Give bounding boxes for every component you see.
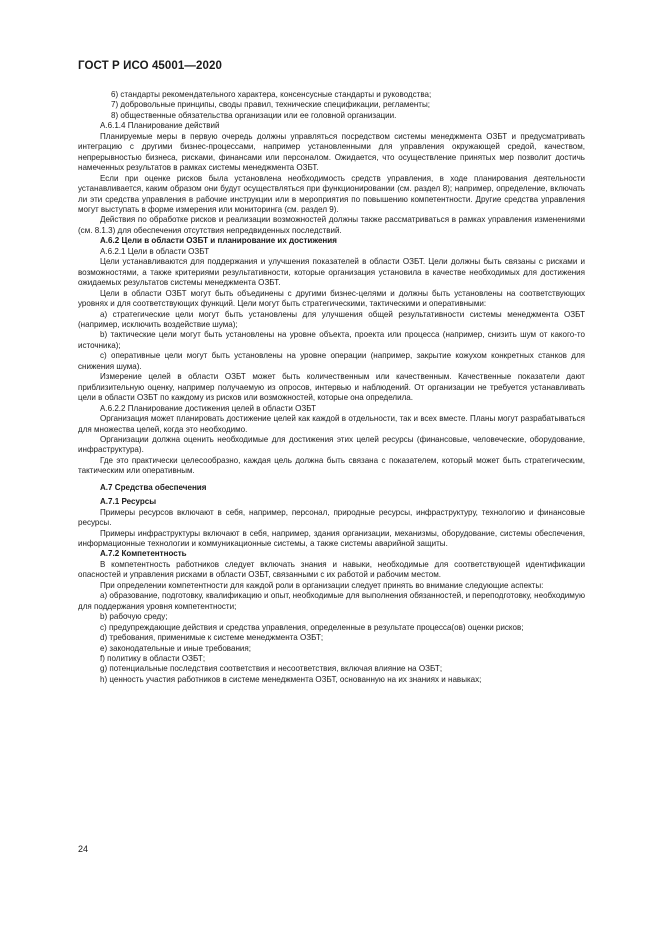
- paragraph: Организации должна оценить необходимые для достижения этих целей ресурсы (финансовые, человеческие, оборудование, инфраструктура).: [78, 434, 585, 455]
- subsection-heading: А.6.1.4 Планирование действий: [100, 121, 220, 131]
- list-item: c) оперативные цели могут быть установлены на уровне операции (например, закрытие кожухом конкретных станков для снижения шума).: [78, 351, 585, 371]
- section-heading: А.7 Средства обеспечения: [100, 482, 207, 492]
- paragraph: Планируемые меры в первую очередь должны управляться посредством системы менеджмента ОЗБТ и предусматривать интеграцию с другими бизнес-процессами, например установленными для управления окружающей средой, качеством, непрерывностью бизнеса, рисками, финансами или персоналом. Ожидается, что осуществление принятых мер позволит достичь намеченных результатов в рамках системы менеджмента ОЗБТ.: [78, 131, 585, 173]
- paragraph: Действия по обработке рисков и реализации возможностей должны также рассматриваться в рамках управления изменениями (см. 8.1.3) для обеспечения отсутствия непредвиденных последствий.: [78, 215, 585, 235]
- section-heading: А.7.1 Ресурсы: [100, 497, 157, 507]
- paragraph: Измерение целей в области ОЗБТ может быть количественным или качественным. Качественные показатели дают приблизительную оценку, например получаемую из опросов, интервью и наблюдений. От организации не требуется устанавливать цели в области ОЗБТ по каждому из рисков или возможностей, которые она определила.: [78, 372, 585, 403]
- list-item: а) образование, подготовку, квалификацию и опыт, необходимые для выполнения обязанностей, и переподготовку, необходимую для поддержания уровня компетентности;: [78, 591, 585, 611]
- list-item: h) ценность участия работников в системе менеджмента ОЗБТ, основанную на их знаниях и навыках;: [100, 674, 482, 684]
- list-item: d) требования, применимые к системе менеджмента ОЗБТ;: [100, 633, 324, 643]
- section-heading: А.7.2 Компетентность: [100, 549, 187, 559]
- paragraph: Организация может планировать достижение целей как каждой в отдельности, так и всех вместе. Планы могут разрабатываться для множества целей, когда это необходимо.: [78, 414, 585, 434]
- list-item: 8) общественные обязательства организации или ее головной организации.: [111, 110, 397, 120]
- list-item: b) рабочую среду;: [100, 612, 168, 622]
- page-body: [78, 90, 585, 685]
- subsection-heading: А.6.2.1 Цели в области ОЗБТ: [100, 246, 210, 256]
- paragraph: Если при оценке рисков была установлена необходимость средств управления, в ходе планирования деятельности устанавливается, каким образом они будут осуществляться при функционировании (см. раздел 8); например, определение, включать ли эти средства управления в рабочие инструкции или в мероприятия по повышению компетентности. Другие средства управления могут выступать в форме измерения или мониторинга (см. раздел 9).: [78, 173, 585, 214]
- list-item: g) потенциальные последствия соответствия и несоответствия, включая влияние на ОЗБТ;: [100, 664, 443, 674]
- subsection-heading: А.6.2.2 Планирование достижения целей в области ОЗБТ: [100, 403, 317, 413]
- list-item: а) стратегические цели могут быть установлены для улучшения общей результативности системы менеджмента ОЗБТ (например, исключить воздействие шума);: [78, 309, 585, 329]
- paragraph: Цели в области ОЗБТ могут быть объединены с другими бизнес-целями и должны быть установлены на соответствующих уровнях и для соответствующих функций. Цели могут быть стратегическими, тактическими и оперативными:: [78, 288, 585, 309]
- paragraph: В компетентность работников следует включать знания и навыки, необходимые для соответствующей идентификации опасностей и управления рисками в области ОЗБТ, связанными с их работой и рабочим местом.: [78, 559, 585, 580]
- list-item: e) законодательные и иные требования;: [100, 643, 251, 653]
- list-item: f) политику в области ОЗБТ;: [100, 654, 206, 664]
- list-item: b) тактические цели могут быть установлены на уровне объекта, проекта или процесса (например, снизить шум от какого-то источника);: [78, 330, 585, 350]
- paragraph: Где это практически целесообразно, каждая цель должна быть связана с показателем, который может быть стратегическим, тактическим или оперативным.: [78, 455, 585, 476]
- page-number: 24: [78, 844, 89, 854]
- paragraph: Примеры инфраструктуры включают в себя, например, здания организации, механизмы, оборудование, системы обеспечения, информационные технологии и коммуникационные системы, а также системы аварийной защиты.: [78, 528, 585, 549]
- list-item: c) предупреждающие действия и средства управления, определенные в результате процесса(ов) оценки рисков;: [100, 622, 524, 632]
- document-header: ГОСТ Р ИСО 45001—2020: [78, 60, 223, 72]
- list-item: 6) стандарты рекомендательного характера, консенсусные стандарты и руководства;: [111, 90, 432, 99]
- paragraph: Цели устанавливаются для поддержания и улучшения показателей в области ОЗБТ. Цели должны быть связаны с рисками и возможностями, а также критериями результативности, которые организация установила в качестве необходимых для достижения ожидаемых результатов системы менеджмента ОЗБТ.: [78, 257, 585, 288]
- paragraph: При определении компетентности для каждой роли в организации следует принять во внимание следующие аспекты:: [100, 580, 544, 590]
- section-heading: А.6.2 Цели в области ОЗБТ и планирование их достижения: [100, 236, 337, 246]
- paragraph: Примеры ресурсов включают в себя, например, персонал, природные ресурсы, инфраструктуру, технологию и финансовые ресурсы.: [78, 507, 585, 528]
- list-item: 7) добровольные принципы, своды правил, технические спецификации, регламенты;: [111, 100, 431, 110]
